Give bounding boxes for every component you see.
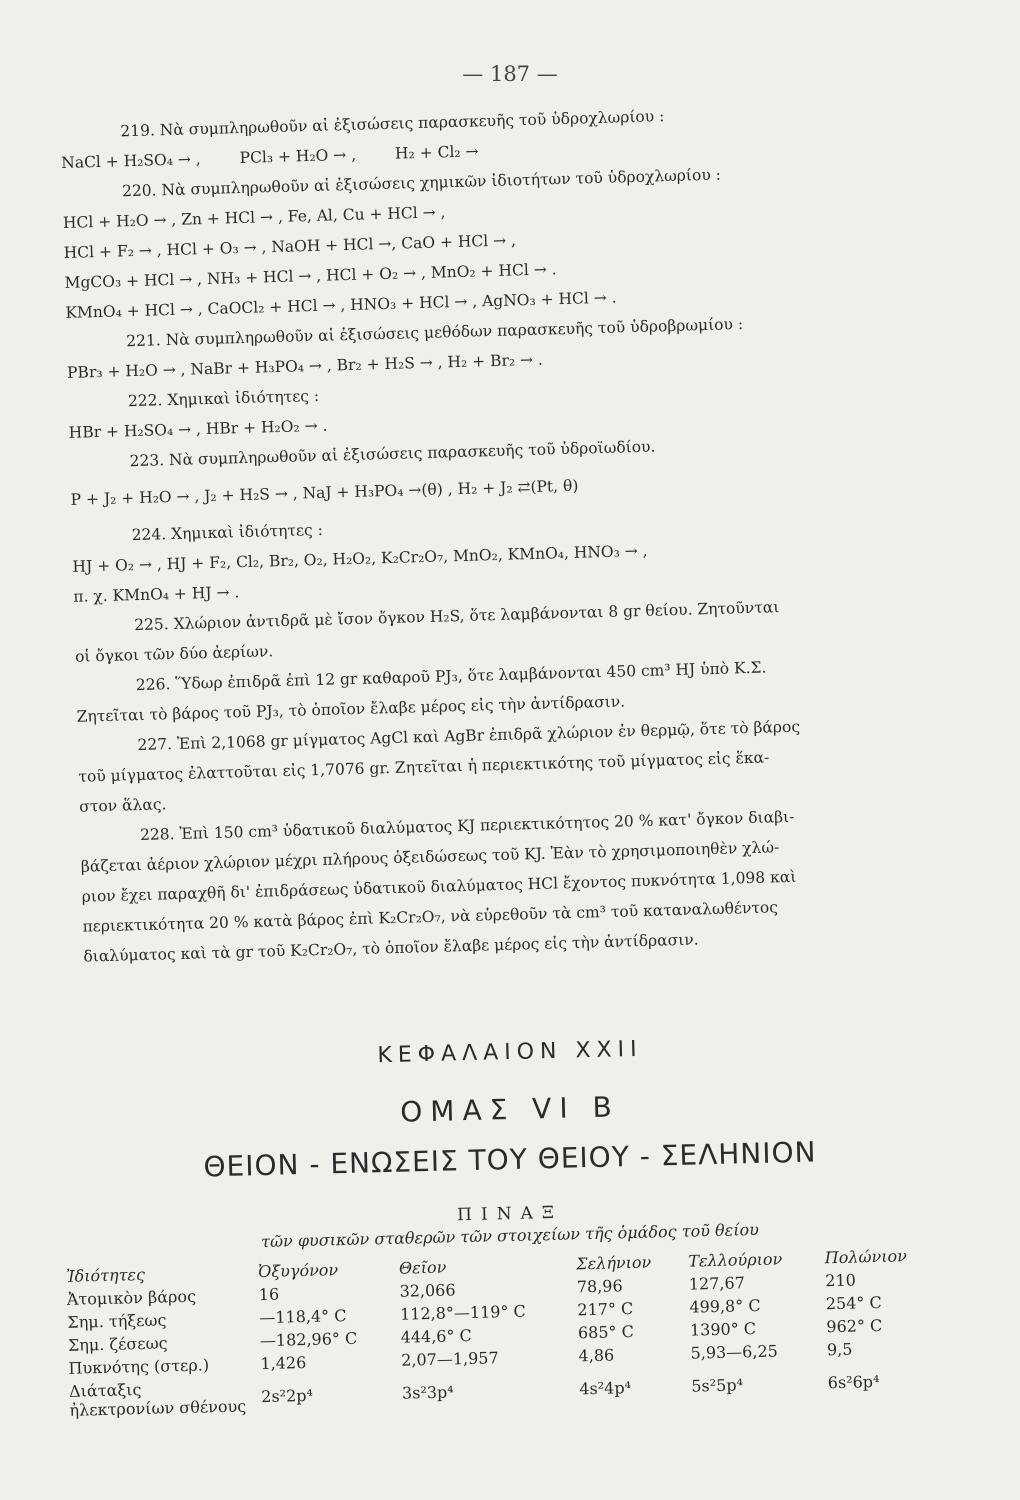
equation: H₂ + Cl₂ → bbox=[394, 142, 479, 163]
row-label: Ἀτομικὸν βάρος bbox=[66, 1286, 197, 1309]
exercise-224-title: 224. Χημικαὶ ἰδιότητες : bbox=[131, 520, 324, 545]
exercise-228-text: ριον ἔχει παραχθῆ δι' ἐπιδράσεως ὑδατικοῦ διαλύματος HCl ἔχοντος πυκνότητα 1,098 καὶ bbox=[81, 867, 797, 906]
column-header: Θεῖον bbox=[398, 1257, 447, 1278]
row-label: Σημ. ζέσεως bbox=[67, 1333, 168, 1355]
row-label: Σημ. τήξεως bbox=[67, 1310, 167, 1332]
table-cell: 254° C bbox=[825, 1292, 882, 1314]
equation-row: MgCO₃ + HCl → , NH₃ + HCl → , HCl + O₂ → , MnO₂ + HCl → . bbox=[64, 260, 557, 292]
exercise-220-title: 220. Νὰ συμπληρωθοῦν αἱ ἐξισώσεις χημικῶν ἰδιοτήτων τοῦ ὑδροχλωρίου : bbox=[121, 165, 722, 201]
table-cell: 112,8°—119° C bbox=[399, 1301, 526, 1324]
exercise-226-text: 226. Ὕδωρ ἐπιδρᾶ ἐπὶ 12 gr καθαροῦ PJ₃, ὅτε λαμβάνονται 450 cm³ HJ ὑπὸ Κ.Σ. bbox=[135, 658, 767, 695]
table-cell: 16 bbox=[258, 1284, 280, 1305]
exercise-219-title: 219. Νὰ συμπληρωθοῦν αἱ ἐξισώσεις παρασκευῆς τοῦ ὑδροχλωρίου : bbox=[120, 107, 665, 141]
exercise-228-text: βάζεται ἀέριον χλώριον μέχρι πλήρους ὀξειδώσεως τοῦ KJ. Ἐὰν τὸ χρησιμοποιηθὲν χλώ- bbox=[80, 838, 780, 876]
equation-row: HJ + O₂ → , HJ + F₂, Cl₂, Br₂, O₂, H₂O₂, K₂Cr₂O₇, MnO₂, KMnO₄, HNO₃ → , bbox=[72, 541, 648, 576]
exercise-223-title: 223. Νὰ συμπληρωθοῦν αἱ ἐξισώσεις παρασκευῆς τοῦ ὑδροϊωδίου. bbox=[129, 437, 656, 471]
table-cell: 1,426 bbox=[260, 1353, 307, 1374]
table-cell: 4,86 bbox=[578, 1345, 615, 1366]
exercise-227-text: στον ἅλας. bbox=[78, 795, 167, 816]
table-cell: 5,93—6,25 bbox=[690, 1341, 779, 1363]
table-cell: 6s²6p⁴ bbox=[827, 1371, 880, 1392]
exercise-222-title: 222. Χημικαὶ ἰδιότητες : bbox=[127, 386, 320, 411]
exercise-228-text: διαλύματος καὶ τὰ gr τοῦ K₂Cr₂O₇, τὸ ὁποῖον ἔλαβε μέρος εἰς τὴν ἀντίδρασιν. bbox=[83, 930, 699, 966]
exercise-219-equations: NaCl + H₂SO₄ → , PCl₃ + H₂O → , H₂ + Cl₂ → bbox=[61, 142, 479, 172]
exercise-221-title: 221. Νὰ συμπληρωθοῦν αἱ ἐξισώσεις μεθόδων παρασκευῆς τοῦ ὑδροβρωμίου : bbox=[126, 315, 744, 351]
table-cell: 1390° C bbox=[689, 1319, 757, 1340]
table-cell: 210 bbox=[825, 1270, 857, 1291]
table-cell: 3s²3p⁴ bbox=[401, 1381, 454, 1403]
table-cell: —118,4° C bbox=[259, 1306, 347, 1328]
column-header: Σελήνιον bbox=[576, 1252, 652, 1274]
table-cell: 32,066 bbox=[399, 1280, 456, 1301]
equation-row: PBr₃ + H₂O → , NaBr + H₃PO₄ → , Br₂ + H₂S → , H₂ + Br₂ → . bbox=[66, 350, 544, 382]
equation-row: HCl + H₂O → , Zn + HCl → , Fe, Al, Cu + HCl → , bbox=[62, 203, 446, 232]
section-title: ΘΕΙΟΝ - ΕΝΩΣΕΙΣ ΤΟΥ ΘΕΙΟΥ - ΣΕΛΗΝΙΟΝ bbox=[203, 1135, 817, 1184]
table-cell: 5s²5p⁴ bbox=[691, 1374, 744, 1396]
equation: PCl₃ + H₂O → bbox=[239, 146, 347, 167]
exercises-block bbox=[60, 93, 983, 972]
table-cell: 2,07—1,957 bbox=[401, 1348, 499, 1370]
table-cell: 2s²2p⁴ bbox=[261, 1385, 314, 1406]
exercise-227-text: 227. Ἐπὶ 2,1068 gr μίγματος AgCl καὶ AgBr ἐπιδρᾶ χλώριον ἐν θερμῷ, ὅτε τὸ βάρος bbox=[137, 717, 801, 755]
table-cell: 217° C bbox=[577, 1299, 634, 1320]
row-label: Πυκνότης (στερ.) bbox=[68, 1355, 210, 1378]
column-header: Ἰδιότητες bbox=[66, 1264, 146, 1286]
exercise-225-text: 225. Χλώριον ἀντιδρᾶ μὲ ἴσον ὄγκον H₂S, ὅτε λαμβάνονται 8 gr θείου. Ζητοῦνται bbox=[133, 598, 780, 635]
equation-row: P + J₂ + H₂O → , J₂ + H₂S → , NaJ + H₃PO₄ →(θ) , H₂ + J₂ ⇄(Pt, θ) bbox=[70, 476, 579, 509]
exercise-227-text: τοῦ μίγματος ἐλαττοῦται εἰς 1,7076 gr. Ζητεῖται ἡ περιεκτικότης τοῦ μίγματος εἰς ἕκα- bbox=[78, 748, 770, 786]
table-title: ΠΙΝΑΞ bbox=[456, 1202, 564, 1226]
equation-row: KMnO₄ + HCl → , CaOCl₂ + HCl → , HNO₃ + HCl → , AgNO₃ + HCl → . bbox=[65, 288, 617, 322]
page-number: — 187 — bbox=[462, 62, 558, 86]
table-caption: τῶν φυσικῶν σταθερῶν τῶν στοιχείων τῆς ὁμάδος τοῦ θείου bbox=[260, 1219, 760, 1252]
table-cell: 685° C bbox=[577, 1322, 635, 1343]
table-cell: —182,96° C bbox=[259, 1328, 358, 1351]
equation: NaCl + H₂SO₄ → bbox=[61, 150, 192, 172]
table-cell: 4s²4p⁴ bbox=[579, 1377, 632, 1398]
chapter-label: ΚΕΦΑΛΑΙΟΝ XXII bbox=[377, 1036, 643, 1069]
column-header: Ὀξυγόνον bbox=[257, 1260, 339, 1282]
table-cell: 444,6° C bbox=[400, 1325, 473, 1347]
table-cell: 962° C bbox=[826, 1315, 883, 1337]
properties-table bbox=[60, 1243, 944, 1421]
equation-row: π. χ. KMnO₄ + HJ → . bbox=[73, 583, 240, 606]
table-cell: 78,96 bbox=[576, 1276, 623, 1297]
exercise-225-text: οἱ ὄγκοι τῶν δύο ἀερίων. bbox=[74, 642, 274, 666]
table-cell: 499,8° C bbox=[689, 1295, 761, 1317]
group-label: ΟΜΑΣ VI B bbox=[399, 1090, 621, 1129]
exercise-228-text: περιεκτικότητα 20 % κατὰ βάρος ἐπὶ K₂Cr₂O₇, νὰ εὑρεθοῦν τὰ cm³ τοῦ καταναλωθέντος bbox=[82, 898, 779, 936]
column-header: Πολώνιον bbox=[824, 1246, 908, 1268]
exercise-228-text: 228. Ἐπὶ 150 cm³ ὑδατικοῦ διαλύματος KJ περιεκτικότητος 20 % κατ' ὄγκον διαβι- bbox=[139, 807, 795, 845]
equation-row: HCl + F₂ → , HCl + O₃ → , NaOH + HCl →, CaO + HCl → , bbox=[63, 231, 517, 262]
column-header: Τελλούριον bbox=[688, 1249, 783, 1271]
exercise-226-text: Ζητεῖται τὸ βάρος τοῦ PJ₃, τὸ ὁποῖον ἔλαβε μέρος εἰς τὴν ἀντίδρασιν. bbox=[76, 692, 626, 726]
row-label: Διάταξις ἠλεκτρονίων σθένους bbox=[68, 1380, 247, 1420]
table-cell: 9,5 bbox=[826, 1339, 853, 1360]
equation-row: HBr + H₂SO₄ → , HBr + H₂O₂ → . bbox=[68, 416, 328, 442]
table-cell: 127,67 bbox=[688, 1273, 746, 1294]
